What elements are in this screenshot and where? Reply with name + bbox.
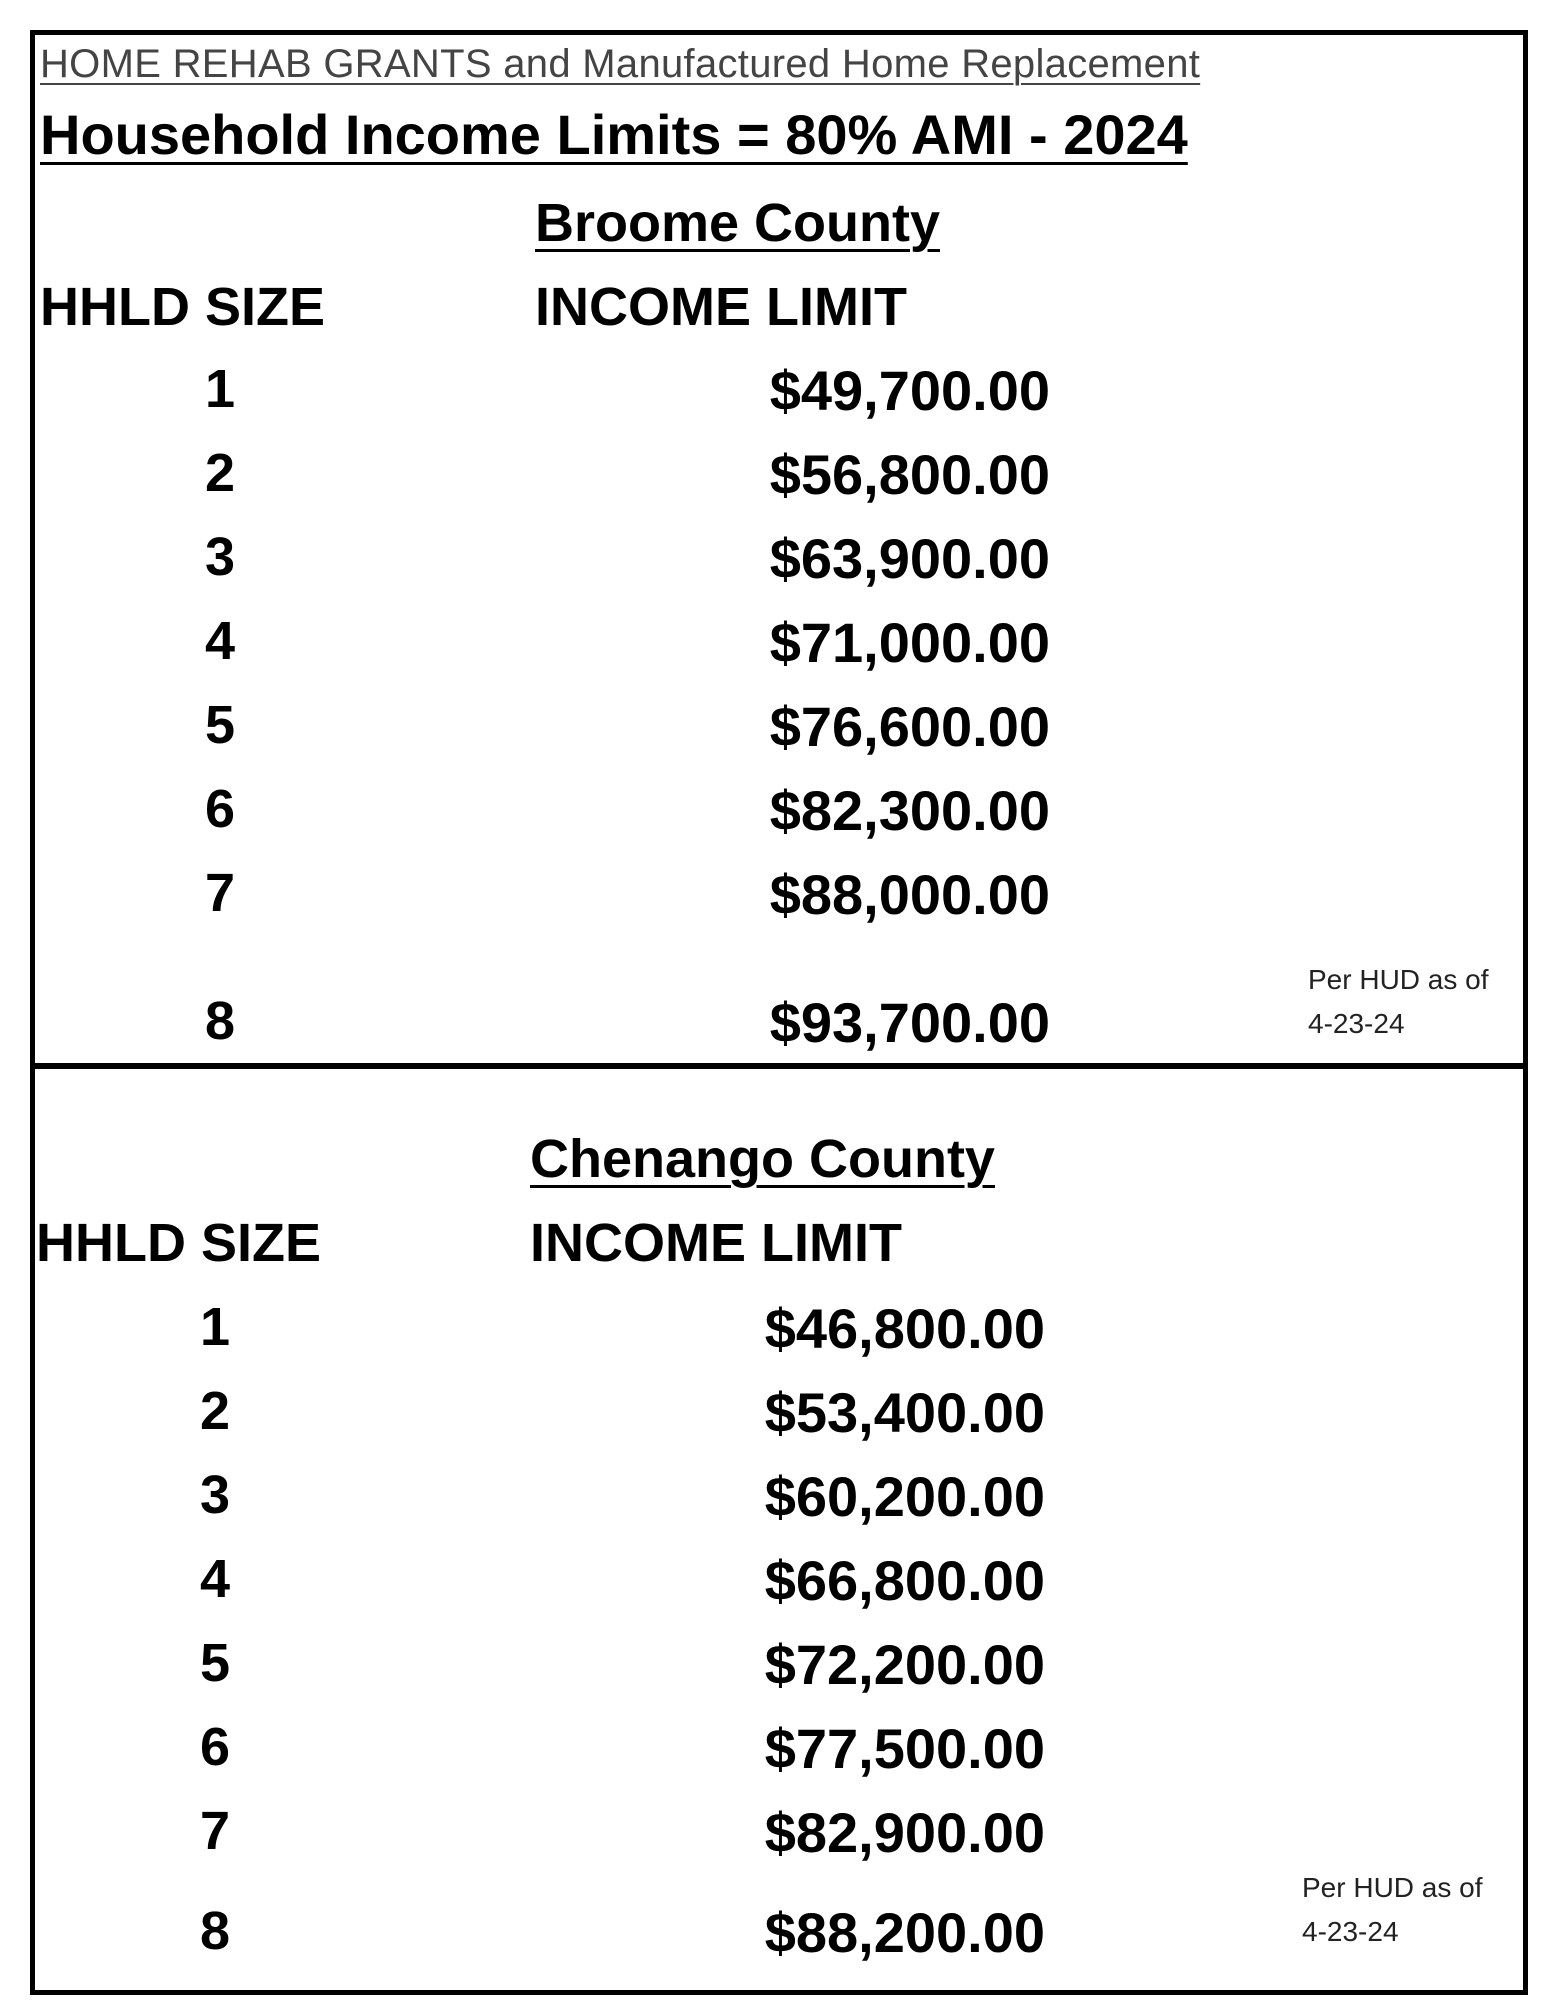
table-row: [0, 1296, 1548, 1376]
income-limit-cell: $71,000.00: [769, 611, 1050, 674]
income-limit-cell: $82,900.00: [764, 1801, 1045, 1864]
table-row: [0, 1380, 1548, 1460]
hhld-size-header: HHLD SIZE: [40, 277, 326, 337]
hhld-size-cell: 7: [204, 863, 236, 923]
hhld-size-cell: 6: [199, 1717, 231, 1777]
income-limit-cell: $49,700.00: [769, 359, 1050, 422]
income-limit-cell: $76,600.00: [769, 695, 1050, 758]
hud-note-line1: Per HUD as of: [1308, 964, 1489, 995]
income-limit-cell: $60,200.00: [764, 1465, 1045, 1528]
hud-note-line1: Per HUD as of: [1302, 1872, 1483, 1903]
table-row: [0, 778, 1548, 858]
hhld-size-cell: 3: [204, 527, 236, 587]
income-limit-cell: $82,300.00: [769, 779, 1050, 842]
table-row: [0, 526, 1548, 606]
hhld-size-cell: 7: [199, 1801, 231, 1861]
table-row: [0, 1716, 1548, 1796]
table-row: [0, 1632, 1548, 1712]
page-title: Household Income Limits = 80% AMI - 2024: [40, 103, 1188, 166]
hhld-size-cell: 5: [204, 695, 236, 755]
program-subtitle: HOME REHAB GRANTS and Manufactured Home Replacement: [40, 42, 1201, 86]
hhld-size-cell: 4: [199, 1549, 231, 1609]
hhld-size-cell: 3: [199, 1465, 231, 1525]
hhld-size-cell: 6: [204, 779, 236, 839]
income-limit-cell: $93,700.00: [769, 991, 1050, 1054]
county-title: Broome County: [535, 193, 940, 253]
hud-note-date: 4-23-24: [1302, 1916, 1399, 1947]
hhld-size-cell: 5: [199, 1633, 231, 1693]
income-limit-cell: $63,900.00: [769, 527, 1050, 590]
hhld-size-cell: 1: [199, 1297, 231, 1357]
hud-note-date: 4-23-24: [1308, 1008, 1405, 1039]
table-row: [0, 694, 1548, 774]
income-limit-cell: $72,200.00: [764, 1633, 1045, 1696]
income-limit-header: INCOME LIMIT: [535, 277, 907, 337]
hhld-size-cell: 2: [204, 443, 236, 503]
table-row: [0, 862, 1548, 942]
income-limit-cell: $53,400.00: [764, 1381, 1045, 1444]
hhld-size-cell: 8: [199, 1901, 231, 1961]
hhld-size-cell: 8: [204, 991, 236, 1051]
income-limit-cell: $66,800.00: [764, 1549, 1045, 1612]
income-limit-cell: $77,500.00: [764, 1717, 1045, 1780]
hhld-size-cell: 1: [204, 359, 236, 419]
table-row: [0, 1464, 1548, 1544]
income-limit-cell: $46,800.00: [764, 1297, 1045, 1360]
table-row: [0, 442, 1548, 522]
hhld-size-cell: 4: [204, 611, 236, 671]
income-limit-cell: $88,200.00: [764, 1901, 1045, 1964]
hhld-size-cell: 2: [199, 1381, 231, 1441]
income-limit-cell: $56,800.00: [769, 443, 1050, 506]
table-row: [0, 1548, 1548, 1628]
table-row: [0, 610, 1548, 690]
county-title: Chenango County: [530, 1129, 995, 1189]
hhld-size-header: HHLD SIZE: [36, 1213, 322, 1273]
table-row: [0, 358, 1548, 438]
income-limit-cell: $88,000.00: [769, 863, 1050, 926]
income-limit-header: INCOME LIMIT: [530, 1213, 902, 1273]
